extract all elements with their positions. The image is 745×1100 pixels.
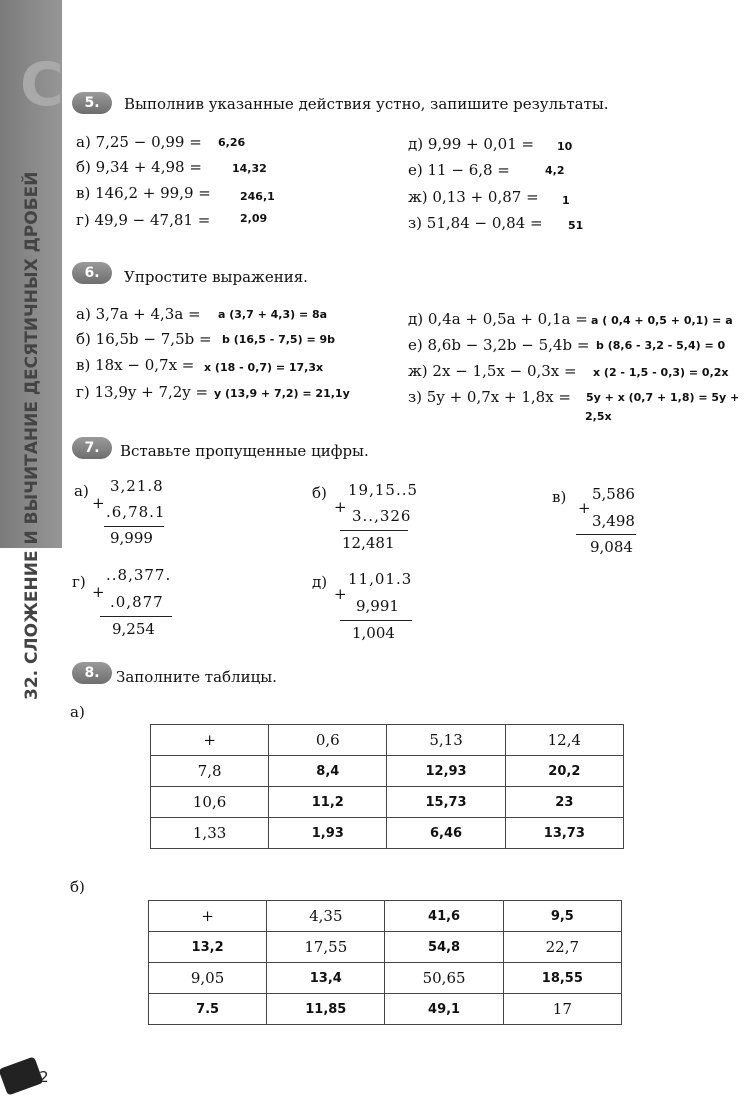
table-cell-answer: 11,85 [267,994,385,1025]
ex7g-bottom: .0,877 [110,593,164,611]
table-cell: 7,8 [151,756,269,787]
table-cell-answer: 15,73 [387,787,505,818]
table-cell-answer: 6,46 [387,818,505,849]
ex6-right-answer-cont: 2,5x [585,410,612,423]
ex7g-top: ..8,377. [106,566,172,584]
table-cell-answer: 1,93 [269,818,387,849]
exercise-7-title: Вставьте пропущенные цифры. [120,442,369,460]
table-row [151,756,624,787]
ex6-left-expr: б) 16,5b − 7,5b = [76,330,212,348]
ex7v-result: 9,084 [590,538,633,556]
ex5-right-expr: е) 11 − 6,8 = [408,161,510,179]
page-number: 102 [20,1068,49,1086]
table-cell: 1,33 [151,818,269,849]
plus-sign: + [578,499,591,517]
table-cell: + [151,725,269,756]
table-cell-answer: 12,93 [387,756,505,787]
ex5-right-answer: 10 [557,140,573,153]
table-cell-answer: 20,2 [505,756,623,787]
plus-sign: + [334,585,347,603]
table-cell: 50,65 [385,963,503,994]
ex5-left-answer: 6,26 [218,136,246,149]
ex5-left-answer: 14,32 [232,162,267,175]
ex7g-sum-line [100,616,172,617]
ex5-right-expr: ж) 0,13 + 0,87 = [408,188,539,206]
ex7g-label: г) [72,573,86,591]
table-cell: 5,13 [387,725,505,756]
ex7v-bottom: 3,498 [592,512,635,530]
ex7a-bottom: .6,78.1 [106,503,166,521]
exercise-7-badge: 7. [72,437,112,459]
table-cell: 0,6 [269,725,387,756]
ex6-left-answer: y (13,9 + 7,2) = 21,1y [214,387,350,400]
ex5-left-expr: в) 146,2 + 99,9 = [76,184,211,202]
table-cell-answer: 8,4 [269,756,387,787]
ex5-right-answer: 51 [568,219,584,232]
ex6-right-answer: a ( 0,4 + 0,5 + 0,1) = a [591,314,733,327]
exercise-6-badge: 6. [72,262,112,284]
ex7a-label: а) [74,482,89,500]
ex7v-top: 5,586 [592,485,635,503]
ex6-right-answer: b (8,6 - 3,2 - 5,4) = 0 [596,339,726,352]
ex6-right-expr: д) 0,4a + 0,5a + 0,1a = [408,310,588,328]
table-cell-answer: 13,4 [267,963,385,994]
ex7g-result: 9,254 [112,620,155,638]
table-row [151,818,624,849]
ex7b-sum-line [340,530,408,531]
ex7d-label: д) [312,573,328,591]
ex6-left-expr: в) 18x − 0,7x = [76,356,195,374]
ex5-left-expr: б) 9,34 + 4,98 = [76,158,202,176]
table-cell: 12,4 [505,725,623,756]
table-cell-answer: 54,8 [385,932,503,963]
ex6-left-expr: а) 3,7a + 4,3a = [76,305,201,323]
exercise-6-title: Упростите выражения. [124,268,308,286]
ex7v-sum-line [576,534,636,535]
table-cell-answer: 18,55 [503,963,621,994]
table-row [149,932,622,963]
ex5-right-answer: 4,2 [545,164,565,177]
ex5-right-expr: з) 51,84 − 0,84 = [408,214,543,232]
table-row [151,787,624,818]
table-cell-answer: 13,73 [505,818,623,849]
ex7b-top: 19,15..5 [348,481,419,499]
ex7d-top: 11,01.3 [348,570,413,588]
plus-sign: + [92,583,105,601]
ex6-right-expr: е) 8,6b − 3,2b − 5,4b = [408,336,590,354]
table-cell: 9,05 [149,963,267,994]
ex7b-label: б) [312,484,327,502]
table-cell: + [149,901,267,932]
ex6-right-answer: x (2 - 1,5 - 0,3) = 0,2x [593,366,729,379]
ex6-left-answer: b (16,5 - 7,5) = 9b [222,333,336,346]
table-a [150,724,624,849]
table-row [149,901,622,932]
table-b [148,900,622,1025]
table-cell: 17 [503,994,621,1025]
table-cell: 4,35 [267,901,385,932]
ex5-right-answer: 1 [562,194,570,207]
ex5-left-answer: 246,1 [240,190,275,203]
ex6-right-expr: ж) 2x − 1,5x − 0,3x = [408,362,577,380]
table-cell: 22,7 [503,932,621,963]
ex7a-top: 3,21.8 [110,477,164,495]
table-cell-answer: 11,2 [269,787,387,818]
chapter-letter: С [20,50,65,120]
ex7d-bottom: 9,991 [356,597,399,615]
table-cell-answer: 23 [505,787,623,818]
ex5-left-expr: а) 7,25 − 0,99 = [76,133,202,151]
table-cell-answer: 41,6 [385,901,503,932]
table-row [151,725,624,756]
table-cell-answer: 7.5 [149,994,267,1025]
plus-sign: + [92,494,105,512]
ex6-left-answer: x (18 - 0,7) = 17,3x [204,361,324,374]
ex5-left-answer: 2,09 [240,212,268,225]
table-cell: 17,55 [267,932,385,963]
ex6-left-expr: г) 13,9y + 7,2y = [76,383,209,401]
table-cell-answer: 9,5 [503,901,621,932]
table-a-label: а) [70,703,85,721]
exercise-8-title: Заполните таблицы. [116,668,277,686]
ex5-right-expr: д) 9,99 + 0,01 = [408,135,535,153]
ex7d-result: 1,004 [352,624,395,642]
exercise-5-title: Выполнив указанные действия устно, запишите результаты. [124,95,609,113]
table-cell: 10,6 [151,787,269,818]
table-cell-answer: 13,2 [149,932,267,963]
ex7a-sum-line [104,526,164,527]
exercise-5-badge: 5. [72,92,112,114]
ex7b-bottom: 3..,326 [352,507,412,525]
ex6-right-expr: з) 5y + 0,7x + 1,8x = [408,388,571,406]
table-b-label: б) [70,878,85,896]
plus-sign: + [334,498,347,516]
ex6-left-answer: a (3,7 + 4,3) = 8a [218,308,328,321]
table-row [149,994,622,1025]
table-row [149,963,622,994]
ex5-left-expr: г) 49,9 − 47,81 = [76,211,211,229]
table-cell-answer: 49,1 [385,994,503,1025]
chapter-title-vertical: 32. СЛОЖЕНИЕ И ВЫЧИТАНИЕ ДЕСЯТИЧНЫХ ДРОБЕЙ [22,171,42,700]
ex7d-sum-line [340,620,412,621]
exercise-8-badge: 8. [72,662,112,684]
ex7a-result: 9,999 [110,529,153,547]
ex7v-label: в) [552,488,567,506]
ex7b-result: 12,481 [342,534,395,552]
ex6-right-answer: 5y + x (0,7 + 1,8) = 5y + [586,391,740,404]
